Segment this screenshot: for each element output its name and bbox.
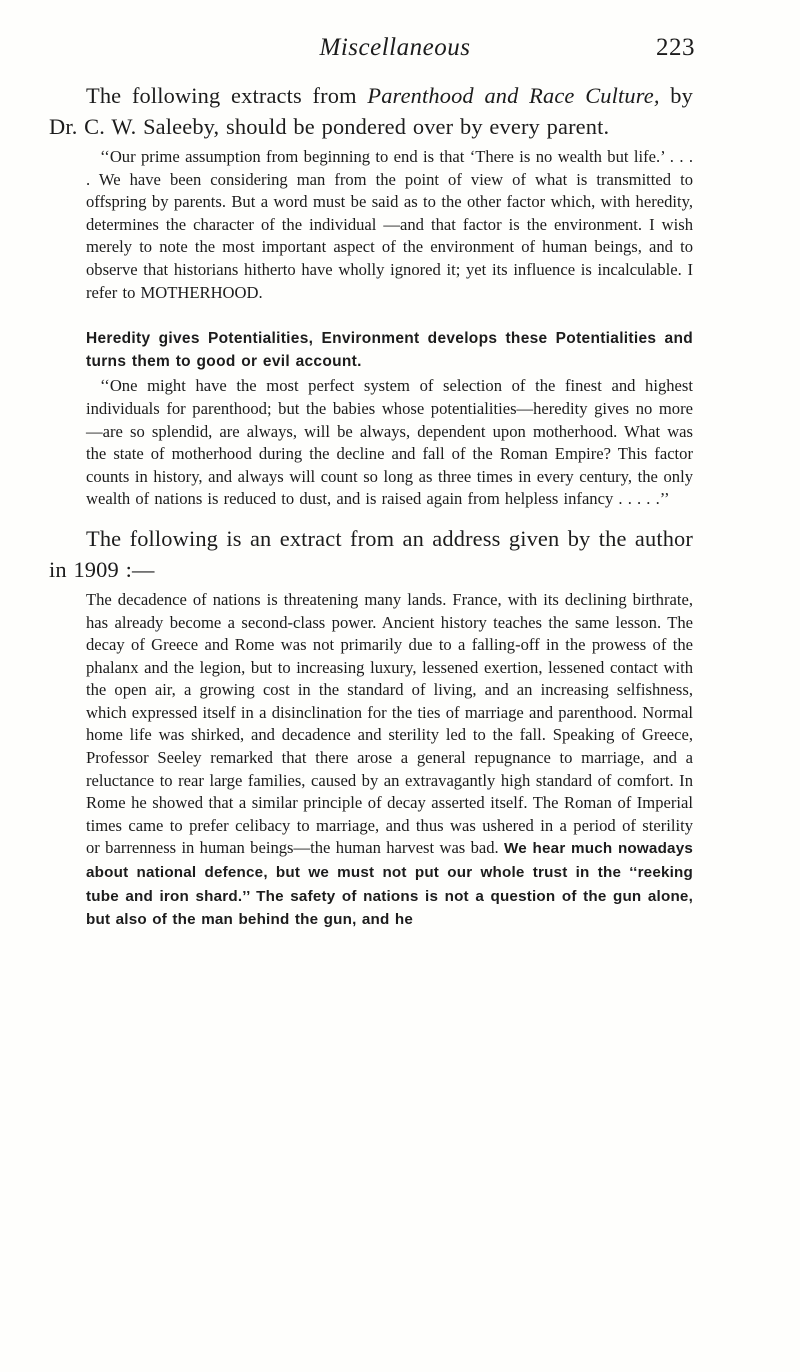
page-body: [49, 80, 693, 932]
running-title: Miscellaneous: [319, 34, 471, 61]
address-intro: The following is an extract from an address given by the author in 1909 :—: [49, 525, 693, 582]
intro-before: The following extracts from: [86, 83, 368, 108]
page-number: 223: [656, 34, 695, 61]
address-bold-text: We hear much nowadays about national defence, but we must not put our whole trust in the ‘‘reeking tube and iron shard.’’ The safety of nations is not a question of the gun alone, but also of the man behind the gun, and he: [86, 840, 693, 929]
intro-after: by Dr. C. W. Saleeby, should be pondered over by every parent.: [49, 83, 693, 139]
quote-roman-empire: [49, 375, 693, 511]
quote-motherhood: [49, 146, 693, 304]
book-title: Parenthood and Race Culture,: [367, 83, 660, 108]
bold-heading: Heredity gives Potentialities, Environment develops these Potentialities and turns them to good or evil account.: [86, 330, 693, 370]
address-extract: [49, 589, 693, 932]
intro-paragraph: [49, 80, 693, 142]
quote-paragraph-2: ‘‘One might have the most perfect system of selection of the finest and highest individuals for parenthood; but the babies whose potentialities—heredity gives no more—are so splendid, are always, will be always, dependent upon motherhood. What was the state of motherhood during the decline and fall of the Roman Empire? This factor counts in history, and always will count so long as three times in every century, the only wealth of nations is reduced to dust, and is raised again from helpless infancy . . . . .’’: [86, 376, 693, 509]
address-text: The decadence of nations is threatening many lands. France, with its declining birthrate, has already become a second-class power. Ancient history teaches the same lesson. The decay of Greece and Rome was not primarily due to a falling-off in the prowess of the phalanx and the legion, but to increasing luxury, lessened exertion, lessened contact with the open air, a growing cost in the standard of living, and an increasing selfishness, which expressed itself in a disinclination for the ties of marriage and parenthood. Normal home life was shirked, and decadence and sterility led to the fall. Speaking of Greece, Professor Seeley remarked that there arose a general repugnance to marriage, and a reluctance to rear large families, caused by an extravagantly high standard of comfort. In Rome he showed that a similar principle of decay asserted itself. The Roman of Imperial times came to prefer celibacy to marriage, and thus was ushered in a period of sterility or barrenness in human beings—the human harvest was bad.: [86, 589, 693, 858]
quote-paragraph-1: ‘‘Our prime assumption from beginning to end is that ‘There is no wealth but life.’ . . . . We have been considering man from the point of view of what is transmitted to offspring by parents. But a word must be said as to the other factor which, with heredity, determines the character of the individual —and that factor is the environment. I wish merely to note the most important aspect of the environment of human beings, and to observe that historians hitherto have wholly ignored it; yet its influence is incalculable. I refer to MOTHERHOOD.: [86, 147, 693, 302]
running-header: [95, 34, 695, 68]
